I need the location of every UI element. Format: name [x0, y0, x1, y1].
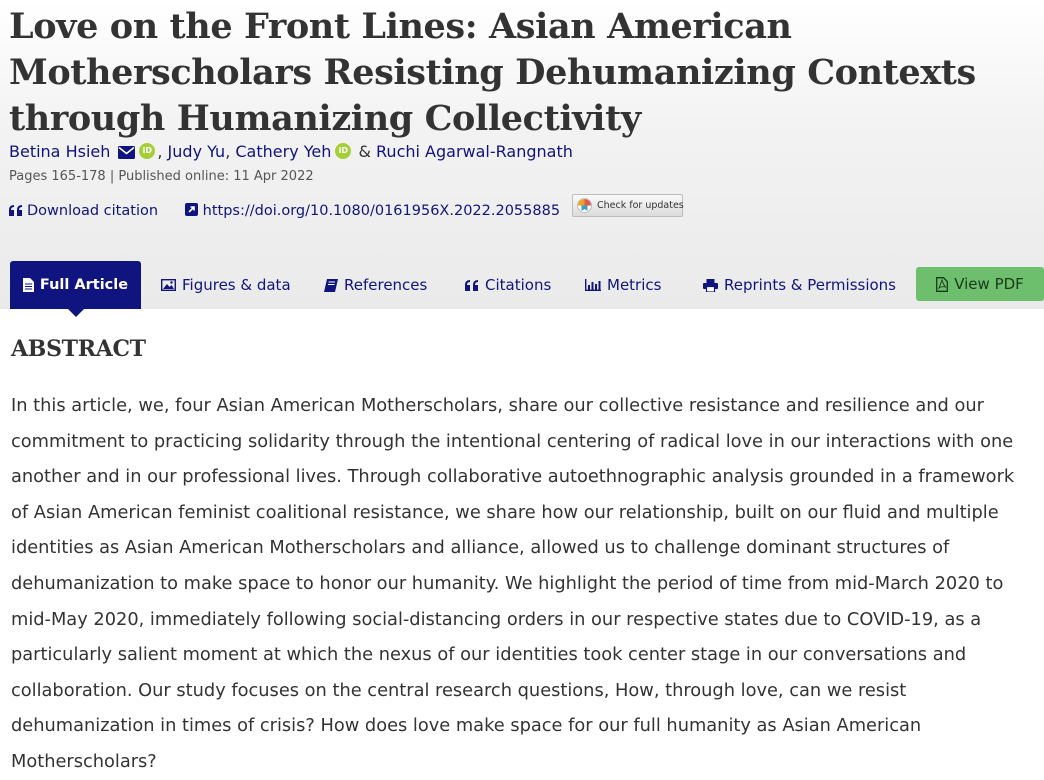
- download-citation-link[interactable]: [9, 203, 163, 219]
- author-link-yu[interactable]: Judy Yu: [167, 142, 226, 161]
- quote-icon: [9, 205, 23, 216]
- tab-label: Reprints & Permissions: [724, 276, 896, 294]
- orcid-icon[interactable]: [335, 143, 351, 159]
- tab-figures-data[interactable]: [161, 261, 291, 309]
- publication-meta: Pages 165-178 | Published online: 11 Apr 2022: [9, 169, 314, 184]
- citation-links: [9, 203, 560, 219]
- view-pdf-button[interactable]: [916, 267, 1044, 301]
- author-list: [9, 142, 573, 164]
- doi-link[interactable]: [185, 203, 560, 219]
- author-link-agarwal-rangnath[interactable]: Ruchi Agarwal-Rangnath: [376, 142, 573, 161]
- crossmark-icon: [577, 198, 592, 213]
- view-pdf-label: View PDF: [954, 275, 1024, 293]
- tab-reprints-permissions[interactable]: [703, 261, 896, 309]
- tab-label: Metrics: [607, 276, 662, 294]
- printer-icon: [703, 279, 718, 292]
- doi-label: https://doi.org/10.1080/0161956X.2022.2055885: [202, 203, 561, 219]
- author-separator: ,: [157, 142, 168, 161]
- tab-full-article[interactable]: [10, 261, 141, 309]
- tab-references[interactable]: [324, 261, 427, 309]
- tab-metrics[interactable]: [585, 261, 661, 309]
- download-citation-label: Download citation: [27, 203, 159, 219]
- abstract-text: In this article, we, four Asian American Motherscholars, share our collective resistance and resilience and our commitment to practicing solidarity through the intentional centering of radical love in our interactions with one another and in our professional lives. Through collaborative autoethnographic analysis grounded in a framework of Asian American feminist coalitional resistance, we share how our relationship, built on our fluid and multiple identities as Asian American Motherscholars and alliance, allowed us to challenge dominant structures of dehumanization to make space to honor our humanity. We highlight the period of time from mid-March 2020 to mid-May 2020, immediately following social-distancing orders in our respective states due to COVID-19, as a particularly salient moment at which the nexus of our identities took center stage in our conversations and collaboration. Our study focuses on the central research questions, How, through love, can we resist dehumanization in times of crisis? How does love make space for our full humanity as Asian American Motherscholars?: [11, 395, 1015, 772]
- tab-citations[interactable]: [465, 261, 551, 309]
- external-link-icon: [185, 203, 198, 216]
- pdf-file-icon: [936, 277, 948, 292]
- image-icon: [161, 279, 176, 291]
- article-title: Love on the Front Lines: Asian American Motherscholars Resisting Dehumanizing Contexts through Humanizing Collectivity: [9, 6, 976, 139]
- author-separator: &: [353, 142, 377, 161]
- tab-label: Figures & data: [182, 276, 291, 294]
- envelope-icon[interactable]: [118, 144, 135, 164]
- quote-icon: [465, 280, 479, 291]
- article-tabs: [0, 261, 1044, 309]
- bar-chart-icon: [585, 279, 601, 291]
- author-link-hsieh[interactable]: Betina Hsieh: [9, 142, 111, 161]
- article-header: [0, 0, 1044, 309]
- orcid-icon[interactable]: [139, 143, 155, 159]
- check-for-updates-label: Check for updates: [597, 200, 684, 211]
- author-separator: ,: [225, 142, 236, 161]
- abstract-heading: ABSTRACT: [11, 336, 146, 362]
- tab-label: Full Article: [39, 277, 129, 293]
- check-for-updates-button[interactable]: [572, 194, 683, 217]
- author-link-yeh[interactable]: Cathery Yeh: [235, 142, 332, 161]
- tab-label: References: [344, 276, 428, 294]
- tab-label: Citations: [485, 276, 552, 294]
- book-icon: [324, 279, 338, 292]
- document-icon: [23, 278, 34, 292]
